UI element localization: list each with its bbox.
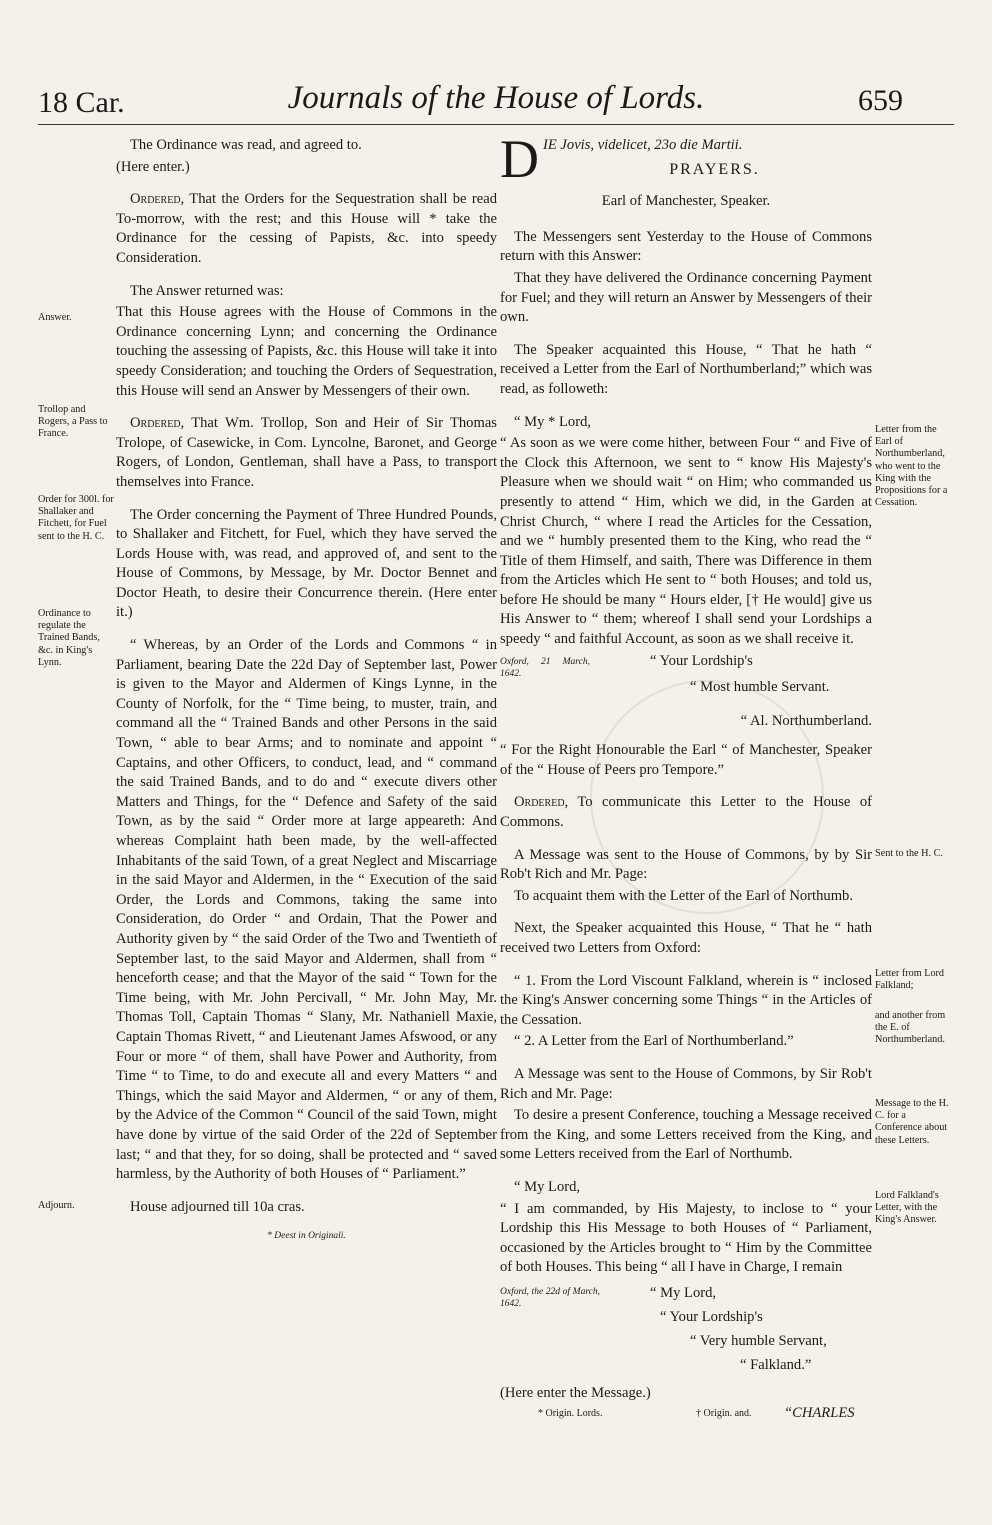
footnote: † Origin. and. [696,1407,752,1419]
paragraph: That this House agrees with the House of Commons in the Ordinance concerning Lynn; and concerning the Ordinance touching the assessing of Papists, &c. this House will take it into speedy Consideration; and touching the Orders of Sequestration, this House will send an Answer by Messengers of their own. [116,304,497,399]
margin-note-northumberland-letter: Letter from the Earl of Northumberland, who went to the King with the Propositions for a Cessation. [875,424,948,509]
salutation: “ My Lord, [514,1178,581,1195]
margin-note-another-letter: and another from the E. of Northumberland. [875,1010,946,1046]
margin-note-pass: Trollop and Rogers, a Pass to France. [38,404,108,440]
catchword: “CHARLES [784,1404,855,1421]
letter-address: “ For the Right Honourable the Earl “ of Manchester, Speaker of the “ House of Peers pro Tempore.” [500,742,872,778]
dateline: Oxford, the 22d of March, 1642. [500,1286,600,1309]
signature-block [500,652,872,712]
date-line: IE Jovis, videlicet, 23o die Martii. [543,137,743,153]
paragraph: A Message was sent to the House of Commons, by by Sir Rob't Rich and Mr. Page: [500,846,872,883]
paragraph [116,414,497,492]
margin-note-falkland-letter: Letter from Lord Falkland; [875,968,945,992]
drop-cap: D [500,129,539,189]
paragraph [500,793,872,832]
paragraph: A Message was sent to the House of Commons, by Sir Rob't Rich and Mr. Page: [500,1065,872,1102]
paragraph: (Here enter the Message.) [500,1384,651,1401]
paragraph: The Order concerning the Payment of Three Hundred Pounds, to Shallaker and Fitchett, for Fuel, which they have served the Lords House with, was read, and approved of, and sent to the House of Commons, by Message, by Mr. Doctor Bennet and Doctor Heath, to desire their Concurrence therein. (Here enter it.) [116,506,497,621]
footnote: * Deest in Originali. [267,1231,346,1242]
closing: “ Your Lordship's [650,652,753,669]
margin-note-ordinance: Ordinance to regulate the Trained Bands, &c. in King's Lynn. [38,608,100,668]
paragraph: To acquaint them with the Letter of the Earl of Northumb. [514,887,853,904]
header-regnal-year: 18 Car. [38,86,125,119]
prayers-heading: PRAYERS. [669,160,760,178]
left-column [116,136,497,1255]
paragraph-text: That Wm. Trollop, Son and Heir of Sir Thomas Trolope, of Casewicke, in Com. Lyncolne, Baronet, and George Rogers, of London, Gentleman, shall have a Pass, to transport themselves into France. [116,415,497,490]
ordinance-text: “ Whereas, by an Order of the Lords and Commons “ in Parliament, bearing Date the 22d Day of September last, Power is given to the Mayor and Aldermen of Kings Lynne, in the County of Norfolk, for the “ Time being, to muster, train, and command all the “ Trained Bands and other Persons in the said Town, “ able to bear Arms; and to nominate and appoint “ Captains, and other Officers, to conduct, lead, and “ command the said Trained Bands, and to do and “ execute divers other Matters and Things, for the “ Defence and Safety of the said Town, as by the said “ Order more at large appeareth: And whereas Complaint hath been made, by the well-affected Inhabitants of the said Town, of a great Neglect and Miscarriage in the said Mayor and Aldermen, in the “ Execution of the said Order, the Lords and Commons, taking the same into Consideration, do Order “ and Ordain, That the Power and Authority given by “ the said Order of the Two and Twentieth of September last, to the said Mayor and Aldermen, shall from “ henceforth cease; and that the Mayor of the said “ Town for the Time being, with Mr. John Percivall, “ Mr. John May, Mr. Thomas Toll, Captain Thomas “ Slany, Mr. Nathaniell Maxie, Captain Thomas Rivett, “ and Lieutenant James Afswood, or any Four or more “ of them, shall have Power and Authority, from Time “ to Time, to do and execute all and every Matters “ and Things, which the said Mayor and Aldermen, “ or any of them, by the Advice of the Common “ Council of the said Town, might have done by virtue of the said Order of the 22d of September last; “ and that they, for so doing, shall be protected and “ saved harmless, by the Authority of both Houses of “ Parliament.” [116,637,497,1183]
margin-note-conference: Message to the H. C. for a Conference about these Letters. [875,1098,949,1146]
margin-note-answer: Answer. [38,312,72,323]
dateline: Oxford, 21 March, 1642. [500,656,590,679]
closing: “ Your Lordship's [660,1308,763,1325]
closing: “ Most humble Servant. [690,678,830,695]
right-column [500,129,872,1421]
footnotes [500,1404,872,1420]
paragraph: The Speaker acquainted this House, “ That he hath “ received a Letter from the Earl of Northumberland;” which was read, as followeth: [500,341,872,397]
paragraph: (Here enter.) [116,158,190,175]
margin-note-falkland-answer: Lord Falkland's Letter, with the King's Answer. [875,1190,939,1226]
paragraph: Next, the Speaker acquainted this House, “ That he “ hath received two Letters from Oxford: [500,920,872,956]
letter-body: “ I am commanded, by His Majesty, to inclose to “ your Lordship this His Message to both Houses of “ Parliament, occasioned by the Articles brought to “ Him by the Committee of both Houses. This being “ all I have in Charge, I remain [500,1200,872,1276]
paragraph-text: To communicate this Letter to the House of Commons. [500,794,872,831]
page-number: 659 [858,84,903,117]
paragraph: The Messengers sent Yesterday to the House of Commons return with this Answer: [500,228,872,265]
header-journal-title: Journals of the House of Lords. [287,80,705,116]
paragraph: “ 2. A Letter from the Earl of Northumberland.” [514,1033,794,1050]
margin-note-sent-hc: Sent to the H. C. [875,848,943,859]
paragraph [116,190,497,268]
signature: “ Al. Northumberland. [740,712,872,729]
adjournment: House adjourned till 10a cras. [130,1198,305,1215]
speaker-line: Earl of Manchester, Speaker. [601,193,771,210]
ordered-lead: Ordered, [130,191,185,208]
paragraph: “ 1. From the Lord Viscount Falkland, wherein is “ inclosed the King's Answer concerning some Things “ in the Articles of the Cessation. [500,972,872,1028]
salutation: “ My * Lord, [514,413,592,430]
closing: “ My Lord, [650,1284,717,1301]
header-rule [38,124,954,125]
signature: “ Falkland.” [740,1356,812,1373]
paragraph: That they have delivered the Ordinance concerning Payment for Fuel; and they will return an Answer by Messengers of their own. [500,269,872,326]
margin-note-adjourn: Adjourn. [38,1200,75,1211]
letter-body: “ As soon as we were come hither, between Four “ and Five of the Clock this Afternoon, we sent to “ know His Majesty's Pleasure when we should wait “ on Him; who commanded us presently to attend “ Him, which we did, in the Garden at Christ Church, “ where I read the Articles for the Cessation, and we “ humbly presented them to the King, who read the “ Title of them Himself, and saith, There was Difference in them from the Articles which He sent to “ both Houses; and told us, before He should be many “ Hours elder, [† He would] give us His Answer to “ them; whereof I shall send your Lordships a speedy “ and faithful Account, as soon as we shall receive it. [500,435,872,648]
signature-block [500,1282,872,1378]
ordered-lead: Ordered, [130,415,185,432]
margin-note-fuel-order: Order for 300l. for Shallaker and Fitchett, for Fuel sent to the H. C. [38,494,114,542]
paragraph: To desire a present Conference, touching a Message received from the King, and some Letters received from the King, and some Letters received from the Earl of Northumb. [500,1107,872,1163]
ordered-lead: Ordered, [514,794,569,811]
footnote: * Origin. Lords. [538,1407,603,1419]
closing: “ Very humble Servant, [690,1332,827,1349]
paragraph-text: That the Orders for the Sequestration shall be read To-morrow, with the rest; and this House will * take the Ordinance for the cessing of Papists, &c. into speedy Consideration. [116,191,497,266]
paragraph: The Answer returned was: [130,282,284,299]
paragraph: The Ordinance was read, and agreed to. [130,137,362,153]
